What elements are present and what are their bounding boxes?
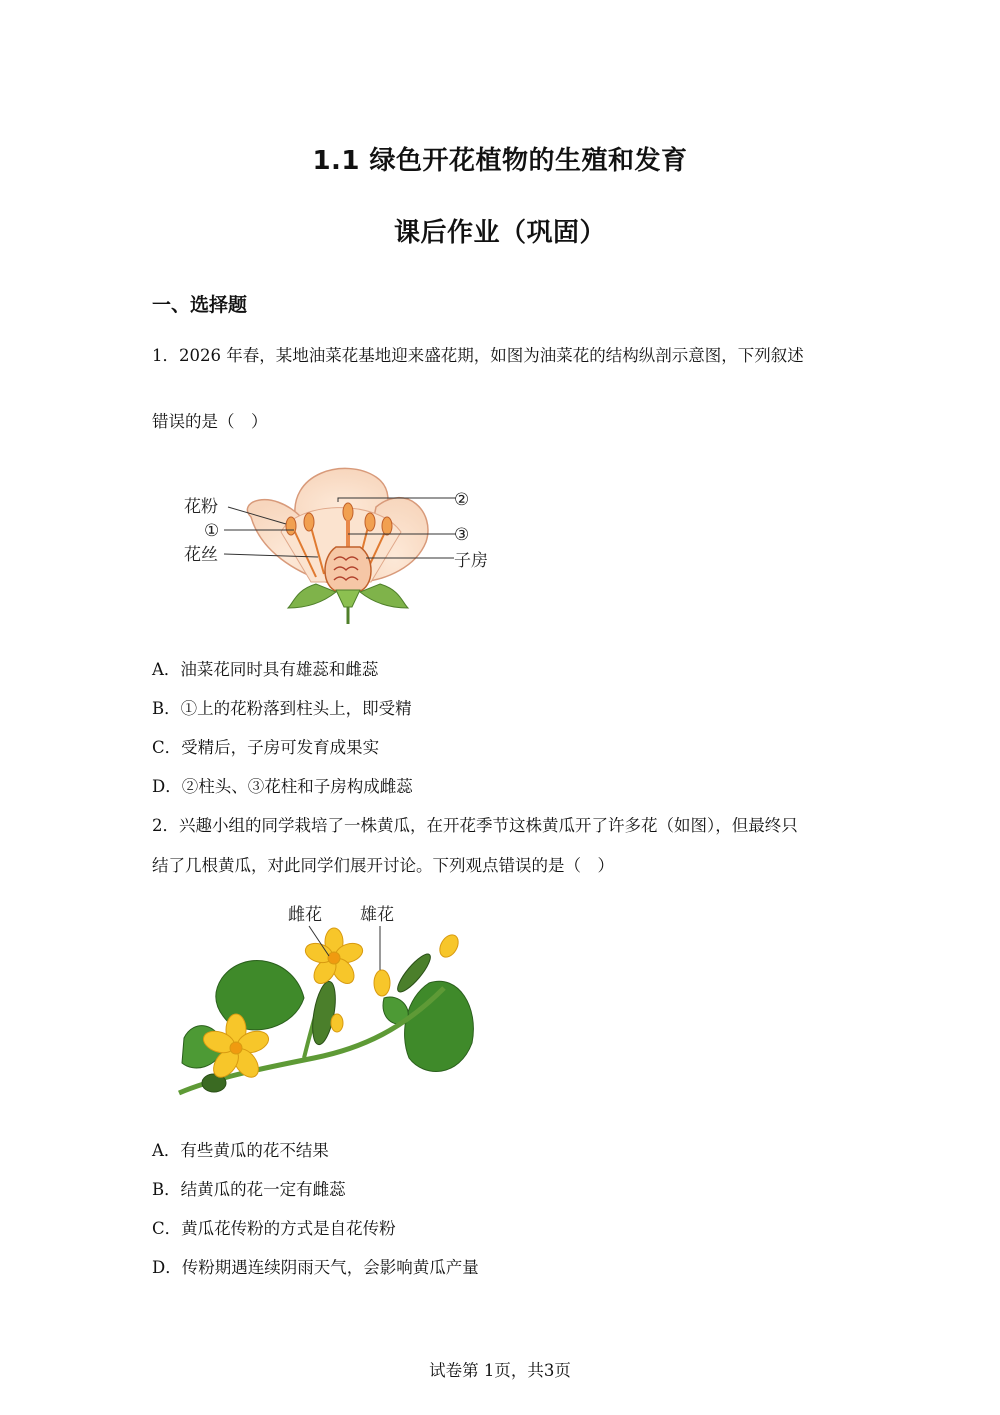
q2-option-a: A．有些黄瓜的花不结果 <box>152 1141 329 1160</box>
label-one: ① <box>204 521 220 541</box>
label-ovary: 子房 <box>454 551 488 571</box>
document-title: 1.1 绿色开花植物的生殖和发育 <box>312 146 688 176</box>
q2-option-c: C．黄瓜花传粉的方式是自花传粉 <box>152 1219 396 1238</box>
q1-option-b: B．①上的花粉落到柱头上，即受精 <box>152 699 412 718</box>
label-male-flower: 雄花 <box>360 905 394 925</box>
label-pollen: 花粉 <box>184 497 218 517</box>
label-two: ② <box>454 490 470 510</box>
label-filament: 花丝 <box>184 545 218 565</box>
q1-option-a: A．油菜花同时具有雄蕊和雌蕊 <box>152 660 379 679</box>
rapeseed-flower-diagram <box>176 462 506 624</box>
q1-option-d: D．②柱头、③花柱和子房构成雌蕊 <box>152 777 413 796</box>
q1-option-c: C．受精后，子房可发育成果实 <box>152 738 380 757</box>
q2-option-b: B．结黄瓜的花一定有雌蕊 <box>152 1180 346 1199</box>
question-2-line-2: 结了几根黄瓜，对此同学们展开讨论。下列观点错误的是（ ） <box>152 856 614 875</box>
question-1-line-2: 错误的是（ ） <box>152 412 268 431</box>
label-female-flower: 雌花 <box>288 905 322 925</box>
question-2-line-1: 2．兴趣小组的同学栽培了一株黄瓜，在开花季节这株黄瓜开了许多花（如图），但最终只 <box>152 816 798 835</box>
cucumber-plant-figure <box>174 898 476 1100</box>
section-heading: 一、选择题 <box>152 294 248 316</box>
document-subtitle: 课后作业（巩固） <box>393 218 606 248</box>
q2-option-d: D．传粉期遇连续阴雨天气，会影响黄瓜产量 <box>152 1258 479 1277</box>
page-footer: 试卷第 1页，共3页 <box>429 1361 571 1380</box>
question-1-line-1: 1．2026 年春，某地油菜花基地迎来盛花期，如图为油菜花的结构纵剖示意图，下列叙述 <box>152 346 804 365</box>
label-three: ③ <box>454 525 470 545</box>
